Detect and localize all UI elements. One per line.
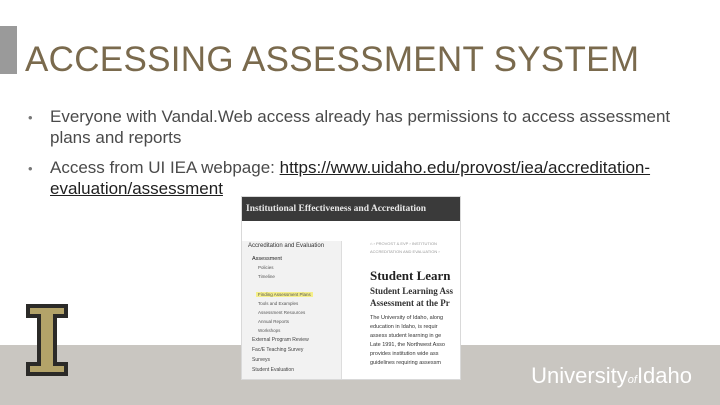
body-line: guidelines requiring assessm [370, 360, 441, 366]
embedded-sidebar [242, 241, 342, 379]
sidebar-item: Assessment Resources [258, 310, 306, 315]
bullet-prefix-text: Access from UI IEA webpage: [50, 158, 280, 177]
bullet-text: Everyone with Vandal.Web access already has permissions to access assessment plans and reports [50, 107, 671, 147]
bullet-item [28, 157, 708, 199]
body-text [370, 314, 460, 368]
sidebar-lower-item: Surveys [252, 357, 271, 363]
embedded-webpage-screenshot [241, 196, 461, 380]
wordmark-of: of [627, 374, 637, 386]
breadcrumb: ⌂ › PROVOST & EVP › INSTITUTION [370, 241, 437, 246]
wordmark-university: University [531, 363, 628, 388]
university-i-logo [24, 302, 70, 378]
body-line: Late 1991, the Northwest Asso [370, 342, 445, 348]
title-accent-bar [0, 26, 17, 74]
page-subheading: Assessment at the Pr [370, 298, 450, 308]
bullet-dot: • [28, 110, 33, 125]
sidebar-subsection: Assessment [252, 256, 282, 262]
slide-title: ACCESSING ASSESSMENT SYSTEM [25, 40, 640, 79]
sidebar-lower-item: Fac/E Teaching Survey [252, 347, 304, 353]
body-line: The University of Idaho, along [370, 315, 444, 321]
sidebar-item-highlighted: Finding Assessment Plans [258, 292, 311, 297]
body-line: education in Idaho, is requir [370, 324, 438, 330]
university-wordmark [531, 363, 692, 389]
page-heading: Student Learn [370, 268, 451, 283]
sidebar-lower-item: External Program Review [252, 337, 309, 343]
breadcrumb: ACCREDITATION AND EVALUATION › [370, 249, 440, 254]
page-subheading: Student Learning Ass [370, 286, 454, 296]
bullet-text [50, 157, 708, 199]
bullet-item [28, 106, 708, 148]
sidebar-item: Workshops [258, 328, 281, 333]
sidebar-item: Tools and Examples [258, 301, 299, 306]
assessment-page-link[interactable]: https://www.uidaho.edu/provost/iea/accreditation-evaluation/assessment [50, 158, 651, 198]
sidebar-item: Policies [258, 265, 274, 270]
bullet-dot: • [28, 161, 33, 176]
sidebar-section: Accreditation and Evaluation [248, 243, 325, 249]
wordmark-idaho: Idaho [636, 363, 692, 388]
embedded-main-content [346, 241, 460, 379]
sidebar-item: Annual Reports [258, 319, 290, 324]
bullet-list [28, 106, 708, 208]
embedded-header: Institutional Effectiveness and Accreditation [242, 197, 460, 221]
sidebar-lower-item: Student Evaluation [252, 367, 294, 373]
body-line: assess student learning in ge [370, 333, 442, 339]
body-line: provides institution wide ass [370, 351, 439, 357]
sidebar-item: Timeline [258, 274, 275, 279]
